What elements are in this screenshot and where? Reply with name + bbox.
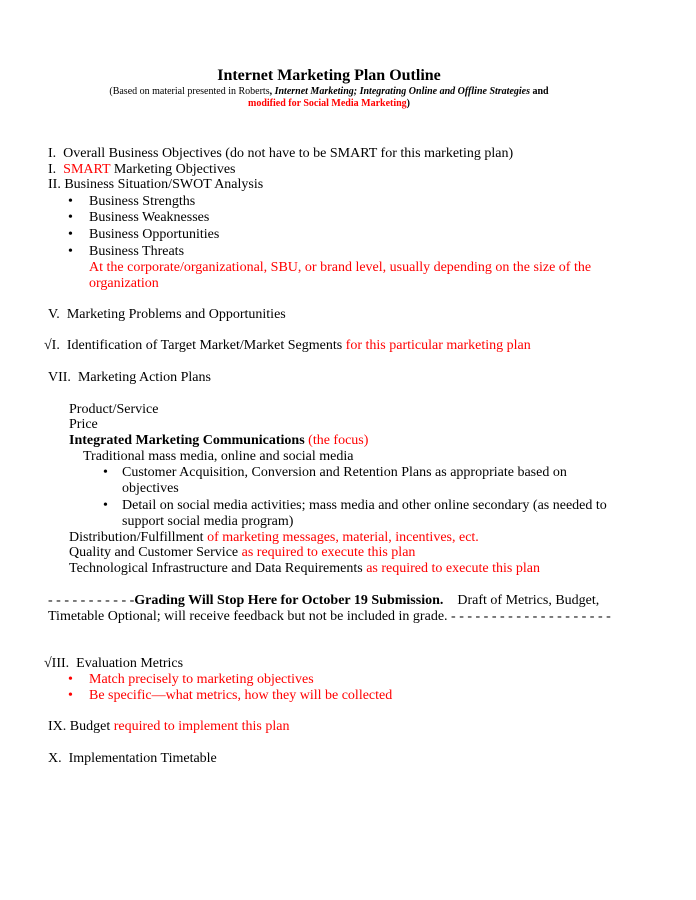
product-service: Product/Service <box>69 402 159 417</box>
tech-infrastructure <box>69 561 540 577</box>
list-item: Business Weaknesses <box>89 210 210 225</box>
bullet-icon: • <box>103 465 108 480</box>
bullet-icon: • <box>68 194 73 209</box>
section-number: √I. <box>44 338 60 353</box>
section-text: Budget <box>69 719 111 734</box>
price: Price <box>69 417 98 432</box>
bullet-icon: • <box>68 210 73 225</box>
section-number: II. <box>48 177 61 192</box>
section-text: Marketing Problems and Opportunities <box>66 307 286 322</box>
traditional-media: Traditional mass media, online and social media <box>83 449 354 464</box>
section-number: I. <box>48 146 57 161</box>
section-text: Business Situation/SWOT Analysis <box>64 177 264 192</box>
section-8 <box>44 656 183 672</box>
imc-heading <box>69 433 368 449</box>
subtitle-modified-note: modified for Social Media Marketing <box>247 98 407 109</box>
distribution-note: of marketing messages, material, incentives, ect. <box>203 530 479 545</box>
grading-notice-line-2: Timetable Optional; will receive feedback but not be included in grade. - - - - - - - - - - - - - - - - - - - - <box>48 609 611 624</box>
grading-stop-notice: Grading Will Stop Here for October 19 Submission. <box>134 593 444 608</box>
section-7 <box>48 370 211 386</box>
tech-note: as required to execute this plan <box>362 561 540 576</box>
list-item: Detail on social media activities; mass media and other online secondary (as needed to <box>122 498 607 513</box>
section-text: Overall Business Objectives (do not have to be SMART for this marketing plan) <box>63 146 514 161</box>
bullet-icon: • <box>68 227 73 242</box>
section-number: X. <box>48 751 62 766</box>
list-item: Business Strengths <box>89 194 196 209</box>
section-1 <box>48 146 513 162</box>
section-note: for this particular marketing plan <box>342 338 531 353</box>
swot-note-line-2: organization <box>89 276 159 291</box>
document-title: Internet Marketing Plan Outline <box>217 67 441 84</box>
list-item: Customer Acquisition, Conversion and Retention Plans as appropriate based on <box>122 465 567 480</box>
distribution <box>69 530 479 546</box>
section-3 <box>48 177 263 193</box>
subtitle-line-1 <box>0 86 658 98</box>
subtitle-comma: , <box>269 86 275 97</box>
swot-note-line-1: At the corporate/organizational, SBU, or brand level, usually depending on the size of the <box>89 260 592 275</box>
bullet-icon: • <box>68 244 73 259</box>
section-number: √III. <box>44 656 70 671</box>
quality-label: Quality and Customer Service <box>69 545 239 560</box>
list-item: Business Threats <box>89 244 185 259</box>
subtitle-close-paren: ) <box>406 98 411 109</box>
tech-label: Technological Infrastructure and Data Requirements <box>69 561 363 576</box>
imc-focus-note: (the focus) <box>304 433 369 448</box>
section-number: V. <box>48 307 60 322</box>
section-text: Identification of Target Market/Market Segments <box>66 338 343 353</box>
section-note: required to implement this plan <box>110 719 290 734</box>
list-item: Match precisely to marketing objectives <box>89 672 314 687</box>
section-text: Implementation Timetable <box>68 751 217 766</box>
subtitle-book-title: Internet Marketing; Integrating Online and Offline Strategies <box>274 86 530 97</box>
section-9 <box>48 719 289 735</box>
section-5 <box>48 307 286 323</box>
section-text: Evaluation Metrics <box>76 656 184 671</box>
subtitle-source: (Based on material presented in Roberts <box>109 86 270 97</box>
list-item: Business Opportunities <box>89 227 220 242</box>
imc-label: Integrated Marketing Communications <box>69 433 305 448</box>
bullet-icon: • <box>68 672 73 687</box>
section-6 <box>44 338 531 354</box>
subtitle-and: and <box>530 86 549 97</box>
bullet-icon: • <box>68 688 73 703</box>
subtitle-line-2 <box>0 98 658 110</box>
section-number: IX. <box>48 719 67 734</box>
list-item-continued: support social media program) <box>122 514 294 529</box>
quality-note: as required to execute this plan <box>238 545 416 560</box>
list-item: Be specific—what metrics, how they will be collected <box>89 688 393 703</box>
section-10 <box>48 751 217 767</box>
dashes: - - - - - - - - - - - <box>48 593 135 608</box>
section-text: Marketing Action Plans <box>77 370 211 385</box>
smart-label: SMART <box>63 162 111 177</box>
distribution-label: Distribution/Fulfillment <box>69 530 204 545</box>
grading-draft-note: Draft of Metrics, Budget, <box>443 593 600 608</box>
section-number: VII. <box>48 370 71 385</box>
section-text: Marketing Objectives <box>110 162 236 177</box>
grading-notice-line-1 <box>48 593 599 609</box>
list-item-continued: objectives <box>122 481 179 496</box>
section-2 <box>48 162 236 178</box>
section-number: I. <box>48 162 57 177</box>
bullet-icon: • <box>103 498 108 513</box>
quality-service <box>69 545 415 561</box>
